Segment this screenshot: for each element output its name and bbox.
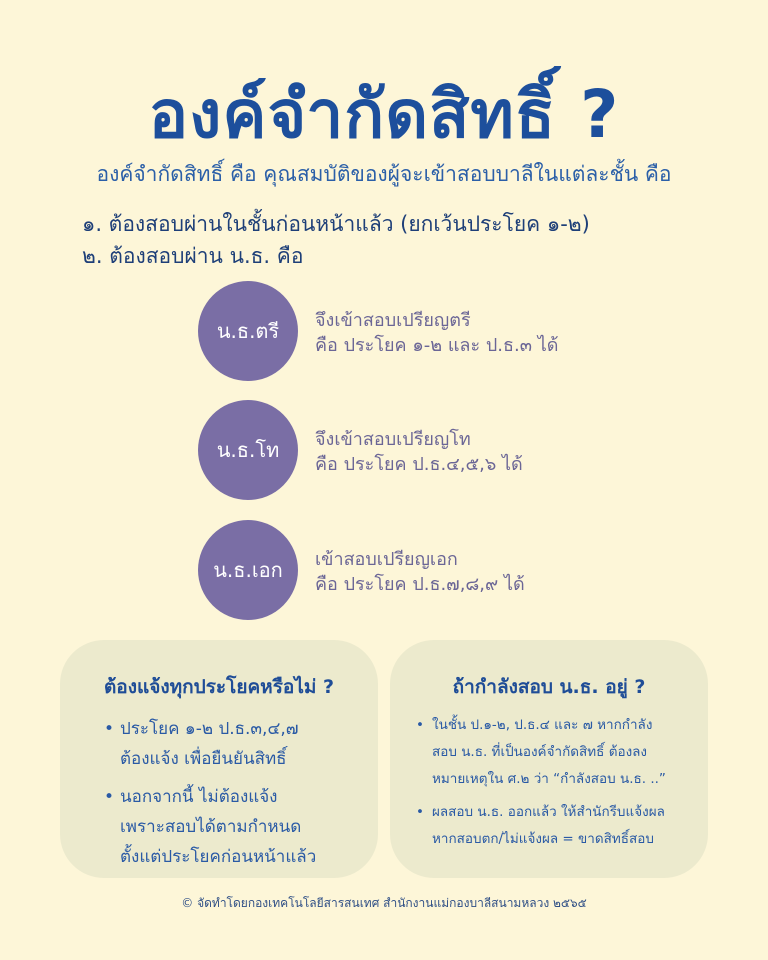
list-item-line: ตั้งแต่ประโยคก่อนหน้าแล้ว — [120, 847, 317, 867]
level-desc-line: คือ ประโยค ๑-๒ และ ป.ธ.๓ ได้ — [315, 335, 559, 356]
panel-heading: ถ้ากำลังสอบ น.ธ. อยู่ ? — [452, 676, 646, 698]
level-desc-line: จึงเข้าสอบเปรียญโท — [315, 429, 471, 450]
condition-2: ๒. ต้องสอบผ่าน น.ธ. คือ — [82, 244, 304, 268]
level-desc-line: จึงเข้าสอบเปรียญตรี — [315, 310, 471, 331]
level-ek — [198, 520, 525, 620]
list-item — [416, 799, 702, 853]
level-desc-tri — [315, 308, 615, 358]
list-item — [104, 782, 374, 872]
panel-list — [104, 714, 374, 880]
panel-must-notify — [60, 640, 378, 878]
level-tho — [198, 400, 523, 500]
page-subtitle: องค์จำกัดสิทธิ์ คือ คุณสมบัติของผู้จะเข้าสอบบาลีในแต่ละชั้น คือ — [96, 162, 672, 186]
list-item-line: ประโยค ๑-๒ ป.ธ.๓,๔,๗ — [120, 719, 299, 739]
bullet-icon: • — [416, 717, 424, 733]
panel-currently-taking — [390, 640, 708, 878]
footer-credit: © จัดทำโดยกองเทคโนโลยีสารสนเทศ สำนักงานแม่กองบาลีสนามหลวง ๒๕๖๕ — [181, 896, 587, 910]
level-tri — [198, 281, 559, 381]
level-desc-ek — [315, 547, 615, 597]
list-item-line: ต้องแจ้ง เพื่อยืนยันสิทธิ์ — [120, 749, 287, 769]
bullet-icon: • — [104, 719, 115, 739]
list-item-line: นอกจากนี้ ไม่ต้องแจ้ง — [120, 787, 278, 807]
bullet-icon: • — [416, 804, 424, 820]
list-item-line: หมายเหตุใน ศ.๒ ว่า “กำลังสอบ น.ธ. ..” — [432, 771, 666, 787]
panel-list — [416, 712, 702, 859]
list-item — [416, 712, 702, 793]
level-desc-line: คือ ประโยค ป.ธ.๗,๘,๙ ได้ — [315, 574, 525, 595]
panel-heading: ต้องแจ้งทุกประโยคหรือไม่ ? — [103, 676, 335, 698]
list-item — [104, 714, 374, 774]
page-title: องค์จำกัดสิทธิ์ ? — [148, 76, 620, 153]
list-item-line: หากสอบตก/ไม่แจ้งผล = ขาดสิทธิ์สอบ — [432, 831, 654, 847]
condition-1: ๑. ต้องสอบผ่านในชั้นก่อนหน้าแล้ว (ยกเว้นประโยค ๑-๒) — [82, 212, 590, 236]
level-badge-ek: น.ธ.เอก — [198, 520, 298, 620]
level-desc-tho — [315, 427, 615, 477]
level-badge-tri: น.ธ.ตรี — [198, 281, 298, 381]
list-item-line: สอบ น.ธ. ที่เป็นองค์จำกัดสิทธิ์ ต้องลง — [432, 744, 648, 760]
level-badge-tho: น.ธ.โท — [198, 400, 298, 500]
list-item-line: ในชั้น ป.๑-๒, ป.ธ.๔ และ ๗ หากกำลัง — [432, 717, 653, 733]
list-item-line: ผลสอบ น.ธ. ออกแล้ว ให้สำนักรีบแจ้งผล — [432, 804, 665, 820]
level-desc-line: เข้าสอบเปรียญเอก — [315, 549, 458, 570]
list-item-line: เพราะสอบได้ตามกำหนด — [120, 817, 302, 837]
level-desc-line: คือ ประโยค ป.ธ.๔,๕,๖ ได้ — [315, 454, 523, 475]
bullet-icon: • — [104, 787, 115, 807]
